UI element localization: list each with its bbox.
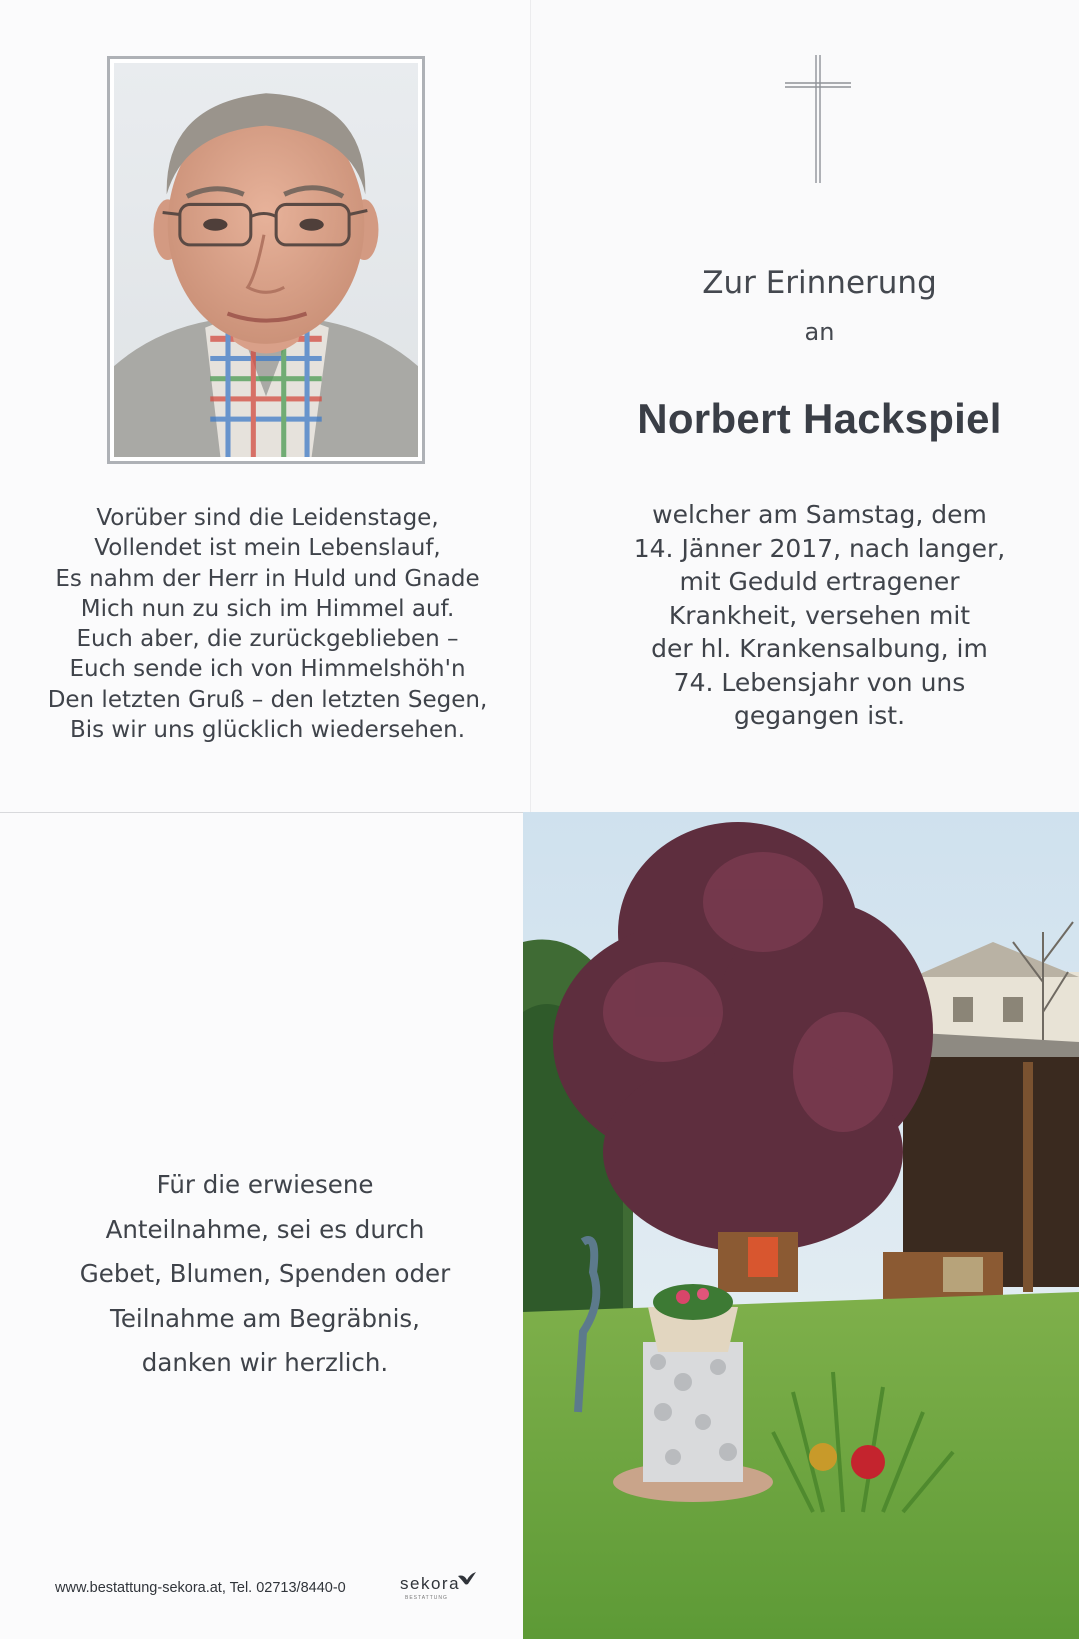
details-line: welcher am Samstag, dem — [652, 500, 987, 529]
garden-illustration — [523, 812, 1079, 1639]
details-line: gegangen ist. — [733, 701, 906, 730]
logo-subtext: BESTATTUNG — [405, 1595, 448, 1601]
vertical-fold — [530, 0, 531, 812]
deceased-name: Norbert Hackspiel — [637, 395, 1002, 442]
details-line: 74. Lebensjahr von uns — [673, 667, 966, 697]
details-line: mit Geduld ertragener — [679, 567, 960, 596]
details-line: der hl. Krankensalbung, im — [651, 634, 988, 663]
thanks-line: Für die erwiesene — [156, 1170, 374, 1199]
footer-contact: www.bestattung-sekora.at, Tel. 02713/8440-0 — [55, 1580, 346, 1596]
intro-heading: Zur Erinnerung — [702, 265, 937, 301]
poem-line: Vollendet ist mein Lebenslauf, — [94, 535, 441, 562]
thanks-line: Teilnahme am Begräbnis, — [110, 1303, 420, 1333]
logo-text: sekora — [400, 1574, 461, 1593]
cross-icon — [785, 55, 851, 183]
poem-line: Euch aber, die zurückgeblieben – — [76, 626, 459, 653]
poem — [20, 503, 515, 745]
thanks-text — [30, 1163, 500, 1386]
thanks-line: Gebet, Blumen, Spenden oder — [79, 1259, 451, 1288]
details-line: 14. Jänner 2017, nach langer, — [633, 533, 1006, 563]
portrait-photo — [107, 56, 425, 464]
intro-subheading: an — [804, 318, 835, 346]
poem-line: Es nahm der Herr in Huld und Gnade — [55, 565, 480, 592]
details-line: Krankheit, versehen mit — [668, 600, 971, 630]
poem-line: Den letzten Gruß – den letzten Segen, — [47, 686, 488, 713]
portrait-illustration — [114, 63, 418, 457]
thanks-line: danken wir herzlich. — [141, 1348, 389, 1377]
poem-line: Bis wir uns glücklich wiedersehen. — [69, 717, 466, 744]
death-details — [560, 498, 1079, 733]
garden-photo — [523, 812, 1079, 1639]
poem-line: Euch sende ich von Himmelshöh'n — [69, 656, 466, 683]
bird-icon — [458, 1572, 476, 1586]
thanks-line: Anteilnahme, sei es durch — [105, 1214, 425, 1244]
poem-line: Mich nun zu sich im Himmel auf. — [80, 595, 455, 622]
poem-line: Vorüber sind die Leidenstage, — [96, 505, 439, 531]
